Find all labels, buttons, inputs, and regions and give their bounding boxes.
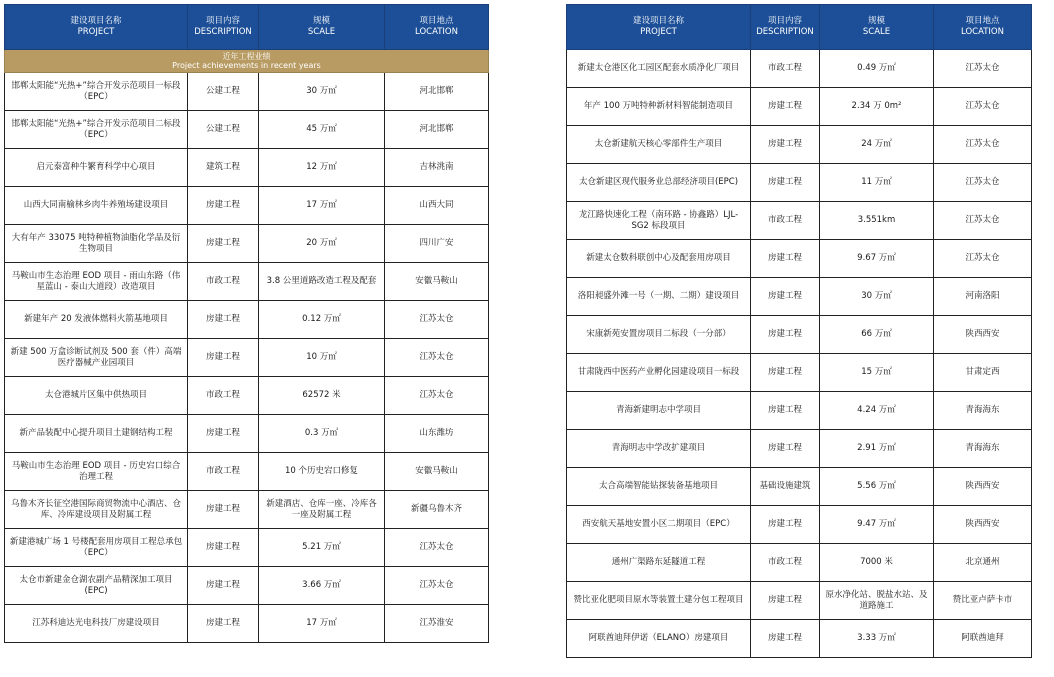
- description-cell: 房建工程: [188, 529, 259, 567]
- location-cell: 青海海东: [934, 392, 1032, 430]
- description-cell: 房建工程: [188, 187, 259, 225]
- table-row: [5, 491, 489, 529]
- location-cell: 江苏太仓: [934, 202, 1032, 240]
- description-cell: 建筑工程: [188, 149, 259, 187]
- table-row: [5, 567, 489, 605]
- location-cell: 安徽马鞍山: [385, 453, 489, 491]
- scale-cell: 62572 米: [259, 377, 385, 415]
- table-row: [5, 415, 489, 453]
- header-description: 项目内容 DESCRIPTION: [188, 5, 259, 50]
- location-cell: 江苏太仓: [385, 567, 489, 605]
- table-row: [567, 506, 1032, 544]
- scale-cell: 17 万㎡: [259, 605, 385, 643]
- project-name-cell: 青海明志中学改扩建项目: [567, 430, 751, 468]
- location-cell: 江苏太仓: [934, 50, 1032, 88]
- location-cell: 吉林洮南: [385, 149, 489, 187]
- description-cell: 市政工程: [188, 263, 259, 301]
- project-name-cell: 年产 100 万吨特种新材料智能制造项目: [567, 88, 751, 126]
- table-row: [567, 240, 1032, 278]
- table-row: [5, 225, 489, 263]
- table-row: [567, 392, 1032, 430]
- description-cell: 房建工程: [751, 164, 820, 202]
- scale-cell: 3.551km: [820, 202, 934, 240]
- table-row: [567, 164, 1032, 202]
- section-subheader-row: [5, 50, 489, 73]
- project-name-cell: 西安航天基地安置小区二期项目（EPC）: [567, 506, 751, 544]
- scale-cell: 3.33 万㎡: [820, 620, 934, 658]
- table-row: [567, 316, 1032, 354]
- header-scale: 规模 SCALE: [820, 5, 934, 50]
- scale-cell: 10 万㎡: [259, 339, 385, 377]
- location-cell: 江苏太仓: [385, 339, 489, 377]
- description-cell: 房建工程: [751, 430, 820, 468]
- description-cell: 房建工程: [188, 339, 259, 377]
- table-row: [5, 605, 489, 643]
- description-cell: 房建工程: [188, 225, 259, 263]
- location-cell: 阿联酋迪拜: [934, 620, 1032, 658]
- table-row: [5, 149, 489, 187]
- description-cell: 市政工程: [751, 202, 820, 240]
- project-name-cell: 乌鲁木齐长征空港国际商贸物流中心酒店、仓库、冷库建设项目及附属工程: [5, 491, 188, 529]
- location-cell: 江苏太仓: [934, 164, 1032, 202]
- table-row: [5, 453, 489, 491]
- project-name-cell: 启元泰富种牛繁育科学中心项目: [5, 149, 188, 187]
- project-name-cell: 马鞍山市生态治理 EOD 项目 - 历史宕口综合治理工程: [5, 453, 188, 491]
- scale-cell: 66 万㎡: [820, 316, 934, 354]
- scale-cell: 17 万㎡: [259, 187, 385, 225]
- scale-cell: 0.49 万㎡: [820, 50, 934, 88]
- table-row: [5, 263, 489, 301]
- project-name-cell: 太合高端智能钻探装备基地项目: [567, 468, 751, 506]
- header-location: 项目地点 LOCATION: [385, 5, 489, 50]
- location-cell: 赞比亚卢萨卡市: [934, 582, 1032, 620]
- description-cell: 房建工程: [188, 605, 259, 643]
- description-cell: 市政工程: [751, 544, 820, 582]
- location-cell: 江苏太仓: [934, 126, 1032, 164]
- description-cell: 房建工程: [188, 301, 259, 339]
- location-cell: 河南洛阳: [934, 278, 1032, 316]
- scale-cell: 20 万㎡: [259, 225, 385, 263]
- project-name-cell: 龙江路快速化工程（南环路 - 协鑫路）LJL-SG2 标段项目: [567, 202, 751, 240]
- project-name-cell: 洛阳昶盛外滩一号（一期、二期）建设项目: [567, 278, 751, 316]
- project-name-cell: 新建年产 20 发液体燃料火箭基地项目: [5, 301, 188, 339]
- table-row: [567, 88, 1032, 126]
- location-cell: 江苏太仓: [934, 240, 1032, 278]
- scale-cell: 0.3 万㎡: [259, 415, 385, 453]
- scale-cell: 9.67 万㎡: [820, 240, 934, 278]
- table-row: [567, 582, 1032, 620]
- scale-cell: 2.34 万 0m²: [820, 88, 934, 126]
- project-name-cell: 太仓市新建金仓湖农副产品精深加工项目(EPC): [5, 567, 188, 605]
- project-name-cell: 江苏科迪达光电科技厂房建设项目: [5, 605, 188, 643]
- location-cell: 四川广安: [385, 225, 489, 263]
- project-name-cell: 新产品装配中心提升项目土建钢结构工程: [5, 415, 188, 453]
- project-name-cell: 邯郸太阳能“光热+”综合开发示范项目一标段（EPC）: [5, 73, 188, 111]
- subheader-en: Project achievements in recent years: [172, 61, 321, 70]
- table-row: [5, 111, 489, 149]
- project-name-cell: 山西大同南榆林乡肉牛养殖场建设项目: [5, 187, 188, 225]
- table-row: [567, 620, 1032, 658]
- project-name-cell: 太仓新建区现代服务业总部经济项目(EPC): [567, 164, 751, 202]
- description-cell: 房建工程: [751, 354, 820, 392]
- scale-cell: 新建酒店、仓库一座、冷库各一座及附属工程: [259, 491, 385, 529]
- location-cell: 陕西西安: [934, 316, 1032, 354]
- location-cell: 河北邯郸: [385, 73, 489, 111]
- description-cell: 基础设施建筑: [751, 468, 820, 506]
- table-row: [567, 126, 1032, 164]
- project-name-cell: 新建 500 万盒诊断试剂及 500 套（件）高端医疗器械产业园项目: [5, 339, 188, 377]
- location-cell: 山东潍坊: [385, 415, 489, 453]
- description-cell: 房建工程: [188, 415, 259, 453]
- description-cell: 市政工程: [188, 453, 259, 491]
- location-cell: 江苏淮安: [385, 605, 489, 643]
- project-name-cell: 太仓新建航天核心零部件生产项目: [567, 126, 751, 164]
- table-row: [5, 339, 489, 377]
- description-cell: 市政工程: [751, 50, 820, 88]
- table-header-row: [567, 5, 1032, 50]
- header-project: 建设项目名称 PROJECT: [567, 5, 751, 50]
- location-cell: 安徽马鞍山: [385, 263, 489, 301]
- scale-cell: 15 万㎡: [820, 354, 934, 392]
- table-row: [567, 468, 1032, 506]
- table-row: [5, 529, 489, 567]
- table-row: [5, 377, 489, 415]
- table-row: [5, 187, 489, 225]
- description-cell: 房建工程: [751, 620, 820, 658]
- scale-cell: 9.47 万㎡: [820, 506, 934, 544]
- scale-cell: 5.21 万㎡: [259, 529, 385, 567]
- location-cell: 新疆乌鲁木齐: [385, 491, 489, 529]
- scale-cell: 2.91 万㎡: [820, 430, 934, 468]
- location-cell: 陕西西安: [934, 468, 1032, 506]
- project-name-cell: 新建港城广场 1 号楼配套用房项目工程总承包（EPC）: [5, 529, 188, 567]
- project-name-cell: 青海新建明志中学项目: [567, 392, 751, 430]
- project-name-cell: 大有年产 33075 吨特种植物油脂化学品及衍生物项目: [5, 225, 188, 263]
- description-cell: 房建工程: [751, 240, 820, 278]
- description-cell: 房建工程: [188, 567, 259, 605]
- project-name-cell: 甘肃陇西中医药产业孵化园建设项目一标段: [567, 354, 751, 392]
- description-cell: 公建工程: [188, 73, 259, 111]
- project-name-cell: 新建太仓港区化工园区配套水质净化厂项目: [567, 50, 751, 88]
- project-name-cell: 新建太仓数科联创中心及配套用房项目: [567, 240, 751, 278]
- scale-cell: 45 万㎡: [259, 111, 385, 149]
- scale-cell: 5.56 万㎡: [820, 468, 934, 506]
- header-project: 建设项目名称 PROJECT: [5, 5, 188, 50]
- project-name-cell: 赞比亚化肥项目原水等装置土建分包工程项目: [567, 582, 751, 620]
- location-cell: 江苏太仓: [385, 529, 489, 567]
- table-row: [567, 278, 1032, 316]
- header-description: 项目内容 DESCRIPTION: [751, 5, 820, 50]
- scale-cell: 11 万㎡: [820, 164, 934, 202]
- description-cell: 房建工程: [751, 316, 820, 354]
- location-cell: 青海海东: [934, 430, 1032, 468]
- description-cell: 房建工程: [751, 392, 820, 430]
- scale-cell: 10 个历史宕口修复: [259, 453, 385, 491]
- description-cell: 公建工程: [188, 111, 259, 149]
- table-row: [567, 544, 1032, 582]
- scale-cell: 原水净化站、脱盐水站、及道路施工: [820, 582, 934, 620]
- project-name-cell: 邯郸太阳能“光热+”综合开发示范项目二标段（EPC）: [5, 111, 188, 149]
- location-cell: 陕西西安: [934, 506, 1032, 544]
- scale-cell: 30 万㎡: [259, 73, 385, 111]
- location-cell: 北京通州: [934, 544, 1032, 582]
- location-cell: 江苏太仓: [385, 377, 489, 415]
- scale-cell: 24 万㎡: [820, 126, 934, 164]
- header-scale: 规模 SCALE: [259, 5, 385, 50]
- description-cell: 房建工程: [751, 88, 820, 126]
- project-name-cell: 阿联酋迪拜伊诺（ELANO）房建项目: [567, 620, 751, 658]
- scale-cell: 7000 米: [820, 544, 934, 582]
- scale-cell: 12 万㎡: [259, 149, 385, 187]
- project-name-cell: 通州广渠路东延隧道工程: [567, 544, 751, 582]
- location-cell: 甘肃定西: [934, 354, 1032, 392]
- subheader-cn: 近年工程业绩: [222, 52, 271, 61]
- table-row: [5, 73, 489, 111]
- right-projects-table: [566, 4, 1032, 658]
- table-row: [567, 202, 1032, 240]
- location-cell: 山西大同: [385, 187, 489, 225]
- description-cell: 房建工程: [751, 582, 820, 620]
- description-cell: 市政工程: [188, 377, 259, 415]
- scale-cell: 3.66 万㎡: [259, 567, 385, 605]
- table-row: [567, 50, 1032, 88]
- location-cell: 江苏太仓: [934, 88, 1032, 126]
- location-cell: 江苏太仓: [385, 301, 489, 339]
- left-projects-table: [4, 4, 489, 643]
- description-cell: 房建工程: [751, 506, 820, 544]
- project-name-cell: 太仓港城片区集中供热项目: [5, 377, 188, 415]
- scale-cell: 30 万㎡: [820, 278, 934, 316]
- project-name-cell: 马鞍山市生态治理 EOD 项目 - 雨山东路（伟星蓝山 - 泰山大道段）改造项目: [5, 263, 188, 301]
- scale-cell: 4.24 万㎡: [820, 392, 934, 430]
- project-name-cell: 宋康新苑安置房项目二标段（一分部）: [567, 316, 751, 354]
- description-cell: 房建工程: [751, 126, 820, 164]
- header-location: 项目地点 LOCATION: [934, 5, 1032, 50]
- table-header-row: [5, 5, 489, 50]
- scale-cell: 0.12 万㎡: [259, 301, 385, 339]
- description-cell: 房建工程: [751, 278, 820, 316]
- table-row: [567, 430, 1032, 468]
- section-subheader: [5, 50, 489, 73]
- table-row: [5, 301, 489, 339]
- description-cell: 房建工程: [188, 491, 259, 529]
- table-row: [567, 354, 1032, 392]
- location-cell: 河北邯郸: [385, 111, 489, 149]
- scale-cell: 3.8 公里道路改造工程及配套: [259, 263, 385, 301]
